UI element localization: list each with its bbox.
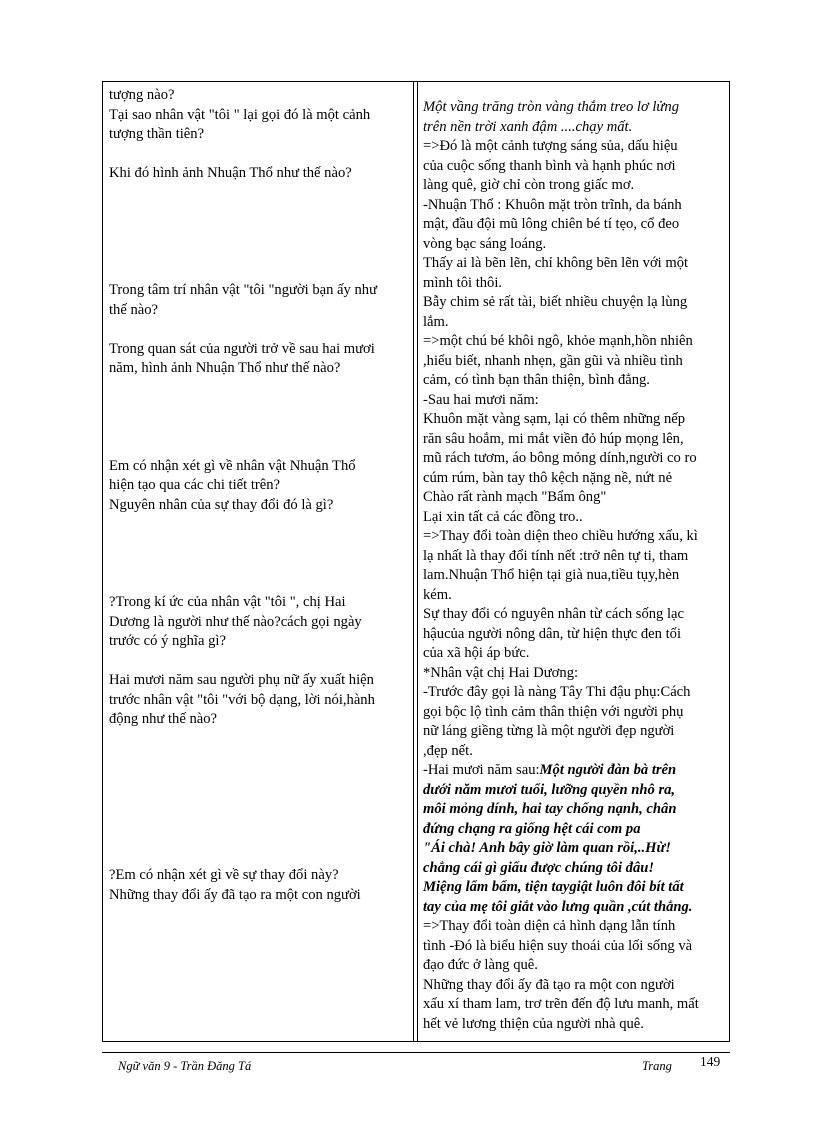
question-line: tượng nào? [109, 87, 175, 103]
lesson-table [102, 81, 730, 1042]
bold-quote: Một người đàn bà trên [539, 762, 677, 778]
column-divider [413, 82, 418, 1041]
question-line: Nguyên nhân của sự thay đổi đó là gì? [109, 496, 334, 513]
footer-book-title: Ngữ văn 9 - Trần Đăng Tá [118, 1059, 252, 1073]
answer-line: ,hiểu biết, nhanh nhẹn, gần gũi và nhiều tình [423, 352, 683, 369]
footer-rule [102, 1052, 730, 1053]
answer-line: mũ rách tươm, áo bông mỏng dính,người co ro [423, 450, 697, 466]
question-line: ?Em có nhận xét gì về sự thay đổi này? [109, 867, 339, 883]
answer-line: -Nhuận Thổ : Khuôn mặt tròn trĩnh, da bánh [423, 196, 682, 213]
answer-line: cảm, có tình bạn thân thiện, bình đẳng. [423, 372, 650, 388]
question-line: Trong tâm trí nhân vật "tôi "người bạn ấy như [109, 282, 377, 298]
answer-line: vòng bạc sáng loáng. [423, 235, 547, 252]
answer-line: -Sau hai mươi năm: [423, 391, 539, 408]
answer-line: gọi bộc lộ tình cảm thân thiện với người phụ [423, 703, 684, 720]
answer-line: -Trước đây gọi là nàng Tây Thi đậu phụ:Cách [423, 684, 691, 700]
question-line: trước có ý nghĩa gì? [109, 633, 226, 649]
answer-line: nữ láng giềng từng là một người đẹp người [423, 723, 675, 739]
answer-line: của cuộc sống thanh bình và hạnh phúc nơi [423, 157, 676, 174]
answer-line: kém. [423, 586, 452, 603]
question-line: năm, hình ảnh Nhuận Thổ như thế nào? [109, 360, 341, 376]
answer-line: tình -Đó là biểu hiện suy thoái của lối sống và [423, 937, 693, 954]
answer-line: hậucủa người nông dân, từ hiện thực đen tối [423, 625, 681, 642]
page-number: 149 [700, 1054, 721, 1069]
question-line: ?Trong kí ức của nhân vật "tôi ", chị Hai [109, 594, 346, 610]
answer-line: của xã hội áp bức. [423, 645, 530, 661]
answer-prefix: -Hai mươi năm sau: [423, 762, 540, 778]
answer-line: =>Thay đổi toàn diện theo chiều hướng xấu, kì [423, 528, 698, 544]
answer-line: =>một chú bé khôi ngô, khỏe mạnh,hồn nhiên [423, 333, 693, 349]
answer-line: Thấy ai là bẽn lẽn, chỉ không bẽn lẽn với một [423, 255, 689, 271]
quote-line: trên nền trời xanh đậm ....chạy mất. [423, 118, 633, 135]
bold-quote-line: dưới năm mươi tuổi, lưỡng quyền nhô ra, [423, 781, 676, 798]
answer-line: Bẫy chim sẻ rất tài, biết nhiều chuyện lạ lùng [423, 294, 688, 310]
question-line: Em có nhận xét gì về nhân vật Nhuận Thổ [109, 457, 356, 474]
answer-line: Chào rất rành mạch "Bẩm ông" [423, 489, 607, 505]
question-line: Hai mươi năm sau người phụ nữ ấy xuất hiện [109, 672, 374, 688]
question-line: trước nhân vật "tôi "với bộ dạng, lời nói,hành [109, 691, 375, 708]
answer-line: mật, đầu đội mũ lông chiên bé tí tẹo, cổ đeo [423, 216, 680, 232]
answer-line: lam.Nhuận Thổ hiện tại già nua,tiều tụy,hèn [423, 567, 680, 583]
bold-quote-line: đứng chạng ra giống hệt cái com pa [423, 820, 641, 837]
answer-line: hết vẻ lương thiện của người nhà quê. [423, 1015, 644, 1032]
quote-line: Một vầng trăng tròn vàng thắm treo lơ lửng [423, 99, 679, 115]
bold-quote-line: tay của mẹ tôi giắt vào lưng quần ,cút thẳng. [423, 898, 693, 915]
bold-quote-line: "Ái chà! Anh bây giờ làm quan rồi,..Hừ! [423, 840, 671, 856]
questions-column [109, 86, 405, 905]
answer-line: làng quê, giờ chỉ còn trong giấc mơ. [423, 177, 635, 193]
answer-line: Sự thay đổi có nguyên nhân từ cách sống lạc [423, 606, 685, 622]
question-line: Những thay đổi ấy đã tạo ra một con người [109, 886, 361, 903]
question-line: Trong quan sát của người trở về sau hai mươi [109, 340, 375, 357]
question-line: Tại sao nhân vật "tôi " lại gọi đó là một cảnh [109, 106, 371, 123]
bold-quote-line: chẳng cái gì giấu được chúng tôi đâu! [423, 859, 655, 876]
question-line: động như thế nào? [109, 711, 218, 727]
answer-line: răn sâu hoắm, mi mắt viền đỏ húp mọng lên, [423, 430, 684, 447]
question-line: Dương là người như thế nào?cách gọi ngày [109, 613, 362, 630]
footer-page-label: Trang [642, 1059, 672, 1073]
answer-line: ,đẹp nết. [423, 742, 473, 759]
answer-line: mình tôi thôi. [423, 274, 503, 291]
answer-line: Lại xin tất cả các đồng tro.. [423, 508, 583, 525]
answer-line: *Nhân vật chị Hai Dương: [423, 664, 579, 681]
answers-column [423, 86, 723, 1034]
answer-line: đạo đức ở làng quê. [423, 957, 538, 973]
answer-line: xấu xí tham lam, trơ trẽn đến độ lưu manh, mất [423, 996, 699, 1012]
question-line: hiện tạo qua các chi tiết trên? [109, 477, 280, 493]
answer-line: lạ nhất là thay đổi tính nết :trở nên tự ti, tham [423, 547, 689, 564]
answer-line: lắm. [423, 313, 449, 330]
question-line: tượng thần tiên? [109, 126, 205, 142]
answer-line: cúm rúm, bàn tay thô kệch nặng nề, nứt nẻ [423, 469, 673, 486]
answer-line [423, 761, 723, 781]
answer-line: =>Đó là một cảnh tượng sáng sủa, dấu hiệu [423, 138, 678, 154]
answer-line: Những thay đổi ấy đã tạo ra một con người [423, 976, 675, 993]
bold-quote-line: Miệng lẩm bẩm, tiện taygiật luôn đôi bít tất [423, 879, 684, 895]
bold-quote-line: môi mỏng dính, hai tay chống nạnh, chân [423, 801, 677, 817]
answer-line: Khuôn mặt vàng sạm, lại có thêm những nếp [423, 411, 686, 427]
answer-line: =>Thay đổi toàn diện cả hình dạng lẫn tính [423, 918, 676, 934]
question-line: thế nào? [109, 301, 159, 318]
question-line: Khi đó hình ảnh Nhuận Thổ như thế nào? [109, 165, 352, 181]
